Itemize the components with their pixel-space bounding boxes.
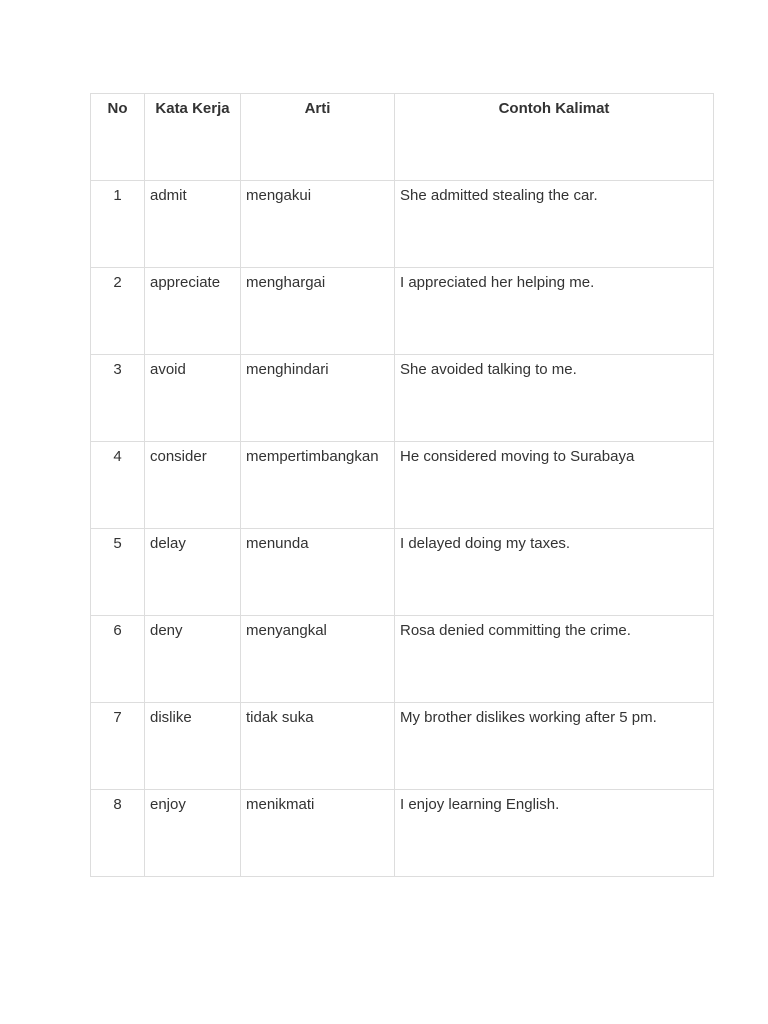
cell-verb: admit xyxy=(145,181,241,268)
cell-example: He considered moving to Surabaya xyxy=(395,442,714,529)
table-header-row xyxy=(91,94,714,181)
cell-no: 3 xyxy=(91,355,145,442)
table-row xyxy=(91,529,714,616)
table-row xyxy=(91,442,714,529)
cell-example: I appreciated her helping me. xyxy=(395,268,714,355)
cell-verb: enjoy xyxy=(145,790,241,877)
table-row xyxy=(91,181,714,268)
cell-verb: appreciate xyxy=(145,268,241,355)
cell-example: My brother dislikes working after 5 pm. xyxy=(395,703,714,790)
cell-no: 8 xyxy=(91,790,145,877)
cell-no: 6 xyxy=(91,616,145,703)
header-contoh-kalimat: Contoh Kalimat xyxy=(395,94,714,181)
cell-no: 7 xyxy=(91,703,145,790)
header-arti: Arti xyxy=(241,94,395,181)
cell-no: 4 xyxy=(91,442,145,529)
table-row xyxy=(91,790,714,877)
table-row xyxy=(91,703,714,790)
cell-arti: menghindari xyxy=(241,355,395,442)
cell-arti: menunda xyxy=(241,529,395,616)
cell-verb: delay xyxy=(145,529,241,616)
cell-example: She admitted stealing the car. xyxy=(395,181,714,268)
cell-verb: consider xyxy=(145,442,241,529)
cell-example: I enjoy learning English. xyxy=(395,790,714,877)
cell-verb: avoid xyxy=(145,355,241,442)
header-no: No xyxy=(91,94,145,181)
cell-verb: deny xyxy=(145,616,241,703)
cell-arti: mengakui xyxy=(241,181,395,268)
cell-arti: tidak suka xyxy=(241,703,395,790)
cell-example: I delayed doing my taxes. xyxy=(395,529,714,616)
cell-verb: dislike xyxy=(145,703,241,790)
table-row xyxy=(91,268,714,355)
cell-no: 1 xyxy=(91,181,145,268)
gerund-verb-table xyxy=(90,93,714,877)
cell-no: 2 xyxy=(91,268,145,355)
cell-arti: mempertimbangkan xyxy=(241,442,395,529)
table-row xyxy=(91,616,714,703)
cell-example: Rosa denied committing the crime. xyxy=(395,616,714,703)
cell-arti: menyangkal xyxy=(241,616,395,703)
cell-arti: menghargai xyxy=(241,268,395,355)
cell-arti: menikmati xyxy=(241,790,395,877)
header-kata-kerja: Kata Kerja xyxy=(145,94,241,181)
cell-no: 5 xyxy=(91,529,145,616)
cell-example: She avoided talking to me. xyxy=(395,355,714,442)
table-row xyxy=(91,355,714,442)
